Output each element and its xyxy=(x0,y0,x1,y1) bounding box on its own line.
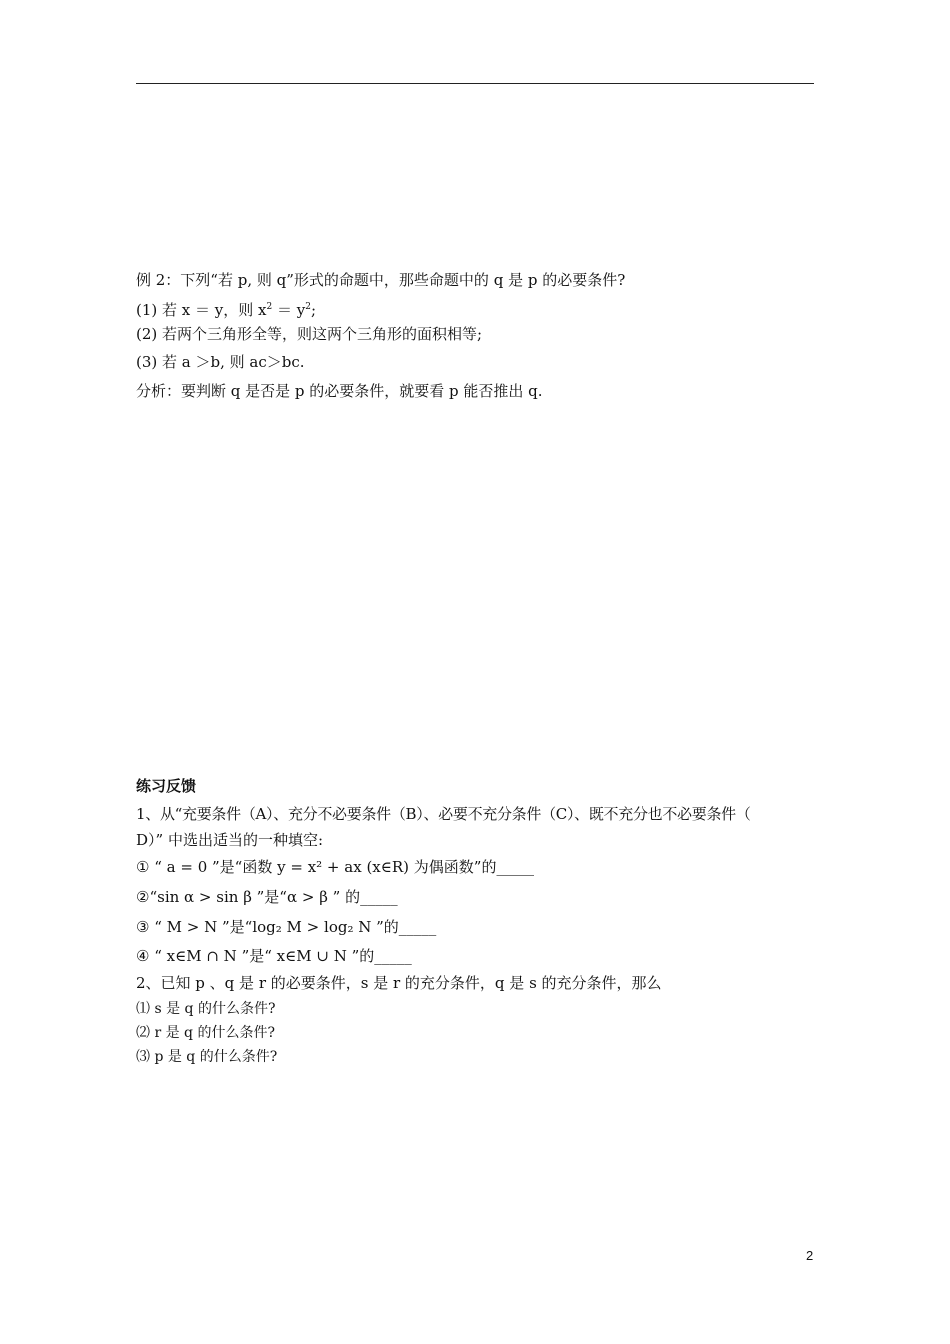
practice-heading: 练习反馈 xyxy=(136,777,197,795)
superscript-2: 2 xyxy=(305,302,311,312)
header-rule xyxy=(136,83,814,84)
q1-line-1: 1、从“充要条件（A）、充分不必要条件（B）、必要不充分条件（C）、既不充分也不必要条件（ xyxy=(136,805,751,823)
q2-item-3: ⑶ p 是 q 的什么条件? xyxy=(136,1049,278,1065)
page-number: 2 xyxy=(806,1248,814,1263)
example2-item-2: (2) 若两个三角形全等，则这两个三角形的面积相等; xyxy=(136,325,483,343)
q1-item-3: ③ “ M > N ”是“log₂ M > log₂ N ”的_____ xyxy=(136,918,437,936)
item1-text-a: (1) 若 x ＝ y，则 x xyxy=(136,301,267,319)
example2-title: 例 2：下列“若 p, 则 q”形式的命题中，那些命题中的 q 是 p 的必要条件? xyxy=(136,271,626,289)
q2-line: 2、已知 p 、q 是 r 的必要条件，s 是 r 的充分条件，q 是 s 的充分条件，那么 xyxy=(136,974,662,992)
example2-item-1 xyxy=(136,297,316,320)
q2-item-2: ⑵ r 是 q 的什么条件? xyxy=(136,1025,275,1041)
q1-item-4: ④ “ x∈M ∩ N ”是“ x∈M ∪ N ”的_____ xyxy=(136,947,412,965)
q2-item-1: ⑴ s 是 q 的什么条件? xyxy=(136,1001,276,1017)
q1-item-2: ②“sin α > sin β ”是“α > β ” 的_____ xyxy=(136,888,398,906)
example2-item-3: (3) 若 a ＞b, 则 ac＞bc. xyxy=(136,353,305,371)
q1-line-2: D）” 中选出适当的一种填空: xyxy=(136,831,324,849)
superscript-2: 2 xyxy=(266,302,273,312)
example2-analysis: 分析：要判断 q 是否是 p 的必要条件，就要看 p 能否推出 q. xyxy=(136,382,543,400)
item1-text-b: ＝ y xyxy=(272,301,306,319)
item1-text-c: ; xyxy=(310,301,317,319)
q1-item-1: ① “ a = 0 ”是“函数 y = x² + ax (x∈R) 为偶函数”的_____ xyxy=(136,858,534,876)
